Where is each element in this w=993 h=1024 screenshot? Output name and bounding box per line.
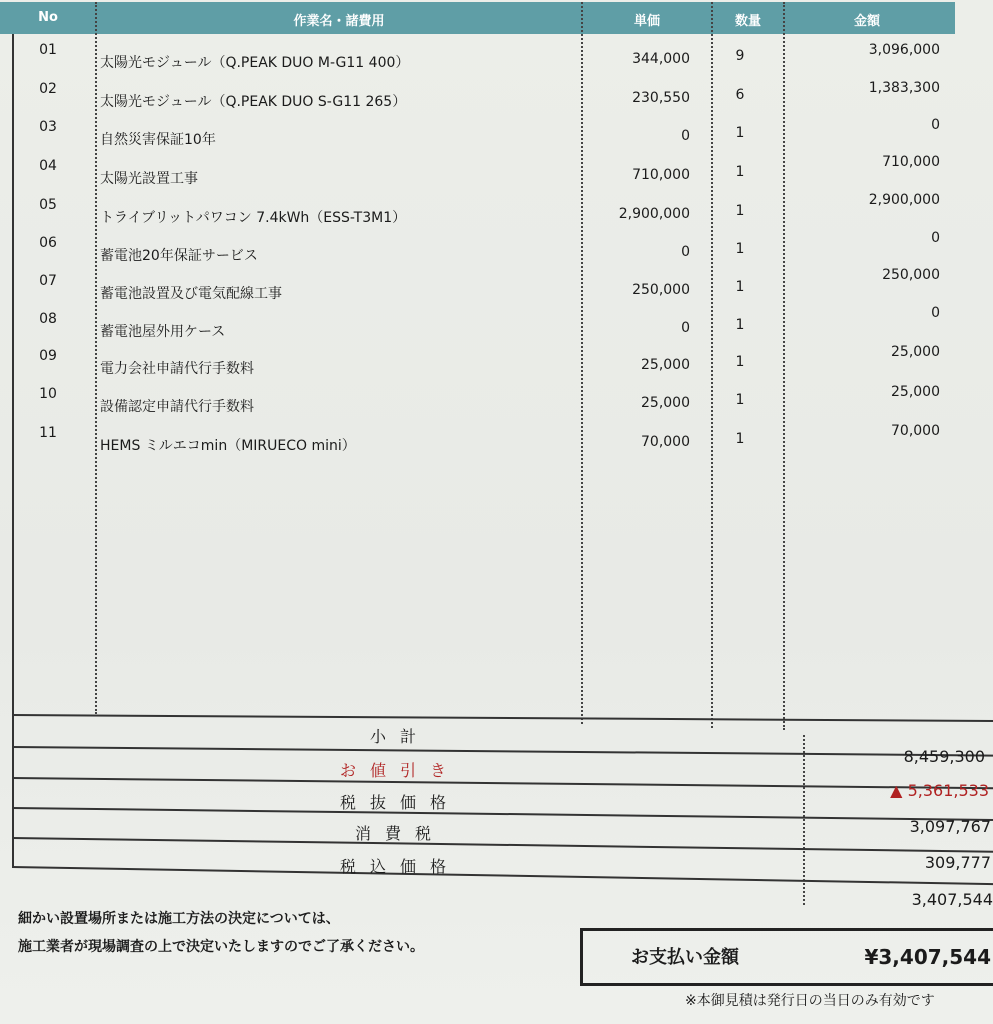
row-no: 07 <box>39 273 57 289</box>
row-no: 02 <box>39 81 57 97</box>
discount-value: ▲ 5,361,533 <box>890 781 989 800</box>
header-qty: 数量 <box>734 14 761 29</box>
subtotal-label: 小計 <box>369 727 430 746</box>
payment-box <box>580 928 993 986</box>
row-no: 01 <box>39 42 57 58</box>
summary-divider <box>12 777 993 789</box>
discount-label: お値引き <box>339 761 460 780</box>
note-line-1: 細かい設置場所または施工方法の決定については、 <box>18 911 340 927</box>
header-amount: 金額 <box>853 14 880 29</box>
row-unit-price: 0 <box>681 244 690 260</box>
row-item-name: 設備認定申請代行手数料 <box>100 399 254 415</box>
row-amount: 3,096,000 <box>868 42 940 58</box>
payment-label: お支払い金額 <box>631 947 739 968</box>
row-unit-price: 250,000 <box>632 282 690 298</box>
pretax-value: 3,097,767 <box>909 817 991 836</box>
row-qty: 1 <box>735 392 745 408</box>
validity-note: ※本御見積は発行日の当日のみ有効です <box>685 993 935 1009</box>
table-header <box>0 2 955 34</box>
header-unit-price: 単価 <box>633 14 660 29</box>
row-qty: 6 <box>735 87 745 103</box>
row-no: 06 <box>39 235 57 251</box>
row-unit-price: 230,550 <box>632 90 690 106</box>
row-amount: 0 <box>931 117 940 133</box>
row-item-name: 蓄電池屋外用ケース <box>100 324 226 340</box>
row-amount: 2,900,000 <box>868 192 940 208</box>
table-left-border <box>12 34 14 868</box>
row-amount: 250,000 <box>882 267 940 283</box>
tax-label: 消費税 <box>354 824 445 843</box>
tax-value: 309,777 <box>924 853 991 872</box>
total-value: 3,407,544 <box>911 890 993 909</box>
row-qty: 1 <box>735 241 745 257</box>
row-unit-price: 0 <box>681 128 690 144</box>
row-item-name: 太陽光モジュール（Q.PEAK DUO M-G11 400） <box>100 55 410 71</box>
column-divider <box>95 2 97 714</box>
row-item-name: HEMS ミルエコmin（MIRUECO mini） <box>100 438 356 454</box>
row-qty: 1 <box>735 317 745 333</box>
row-item-name: 太陽光設置工事 <box>100 171 198 187</box>
row-amount: 1,383,300 <box>868 80 940 96</box>
summary-divider <box>12 714 993 722</box>
row-amount: 710,000 <box>882 154 940 170</box>
subtotal-value: 8,459,300 <box>903 747 985 766</box>
row-unit-price: 710,000 <box>632 167 690 183</box>
summary-divider <box>12 866 993 885</box>
row-no: 08 <box>39 311 57 327</box>
row-amount: 25,000 <box>891 384 940 400</box>
row-amount: 70,000 <box>891 423 940 439</box>
row-unit-price: 25,000 <box>641 357 690 373</box>
row-amount: 0 <box>931 305 940 321</box>
summary-divider <box>12 807 993 821</box>
pretax-label: 税抜価格 <box>339 793 460 812</box>
row-qty: 1 <box>735 125 745 141</box>
row-no: 11 <box>39 425 57 441</box>
row-unit-price: 2,900,000 <box>618 206 690 222</box>
column-divider <box>783 2 785 730</box>
row-unit-price: 70,000 <box>641 434 690 450</box>
row-qty: 1 <box>735 354 745 370</box>
row-unit-price: 0 <box>681 320 690 336</box>
row-qty: 1 <box>735 279 745 295</box>
row-item-name: トライブリットパワコン 7.4kWh（ESS-T3M1） <box>100 210 407 226</box>
row-unit-price: 25,000 <box>641 395 690 411</box>
row-no: 04 <box>39 158 57 174</box>
row-qty: 1 <box>735 203 745 219</box>
row-unit-price: 344,000 <box>632 51 690 67</box>
column-divider <box>581 2 583 724</box>
row-item-name: 蓄電池20年保証サービス <box>100 248 258 264</box>
column-divider <box>711 2 713 728</box>
total-label: 税込価格 <box>339 857 460 876</box>
row-amount: 0 <box>931 230 940 246</box>
row-qty: 1 <box>735 431 745 447</box>
row-no: 03 <box>39 119 57 135</box>
header-no: No <box>38 10 58 25</box>
row-no: 09 <box>39 348 57 364</box>
row-qty: 1 <box>735 164 745 180</box>
row-amount: 25,000 <box>891 344 940 360</box>
payment-amount: ¥3,407,544 <box>864 945 991 969</box>
row-item-name: 蓄電池設置及び電気配線工事 <box>100 286 282 302</box>
note-line-2: 施工業者が現場調査の上で決定いたしますのでご了承ください。 <box>18 939 424 955</box>
summary-divider <box>12 746 993 757</box>
row-item-name: 電力会社申請代行手数料 <box>100 361 254 377</box>
row-item-name: 自然災害保証10年 <box>100 132 216 148</box>
row-no: 05 <box>39 197 57 213</box>
header-item: 作業名・諸費用 <box>293 14 385 29</box>
row-item-name: 太陽光モジュール（Q.PEAK DUO S-G11 265） <box>100 94 407 110</box>
row-qty: 9 <box>735 48 745 64</box>
summary-divider <box>12 837 993 853</box>
row-no: 10 <box>39 386 57 402</box>
